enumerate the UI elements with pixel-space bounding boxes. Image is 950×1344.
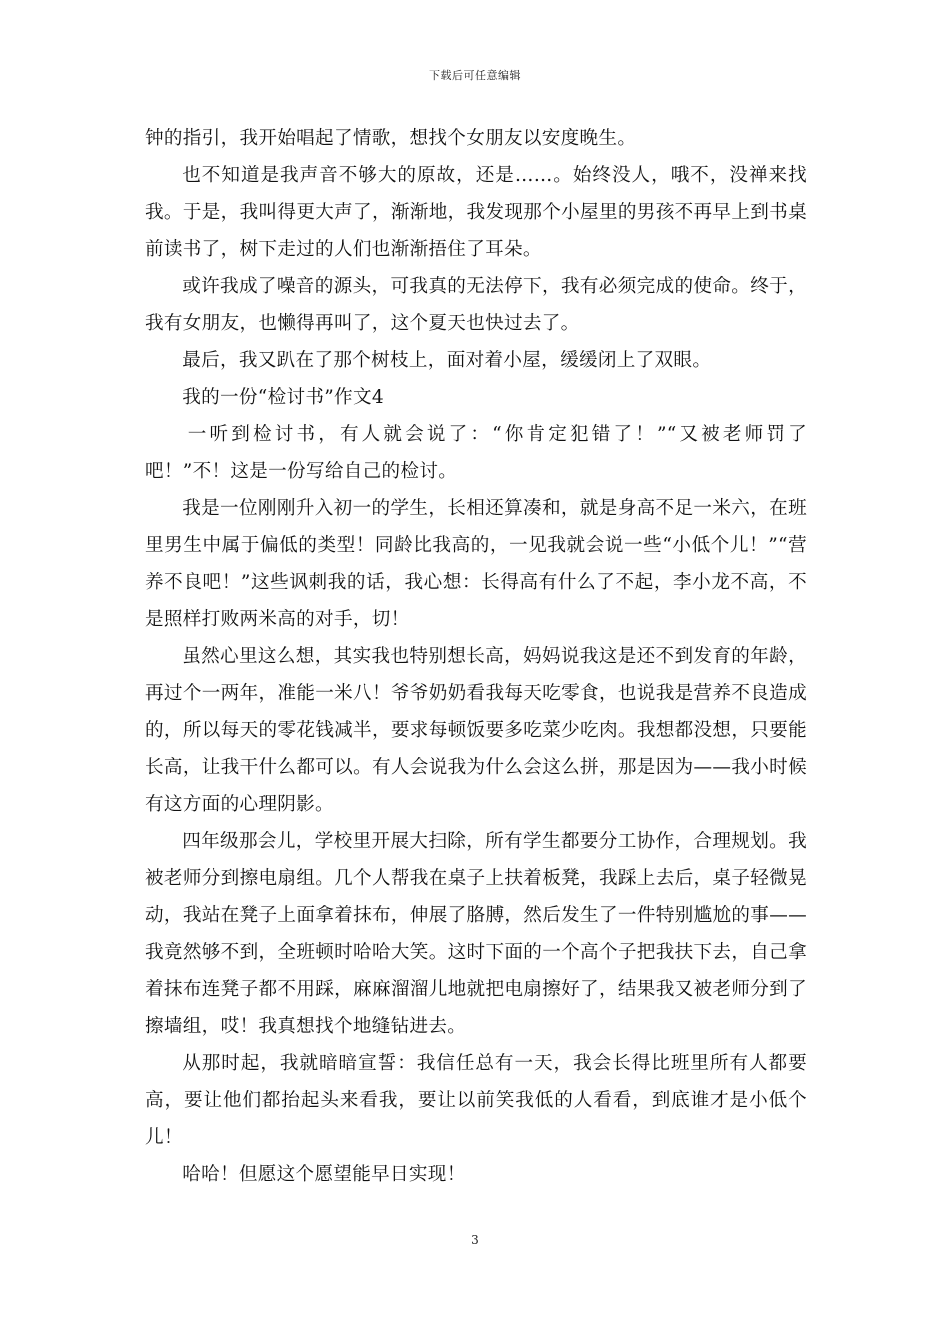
paragraph: 虽然心里这么想，其实我也特别想长高，妈妈说我这是还不到发育的年龄，再过个一两年，准能一米八！爷爷奶奶看我每天吃零食，也说我是营养不良造成的，所以每天的零花钱减半，要求每顿饭要多吃菜少吃肉。我想都没想，只要能长高，让我干什么都可以。有人会说我为什么会这么拼，那是因为——我小时候有这方面的心理阴影。 xyxy=(145,646,807,815)
paragraph: 也不知道是我声音不够大的原故，还是……。始终没人，哦不，没禅来找我。于是，我叫得更大声了，渐渐地，我发现那个小屋里的男孩不再早上到书桌前读书了，树下走过的人们也渐渐捂住了耳朵。 xyxy=(145,165,807,260)
page-number: 3 xyxy=(471,1233,479,1247)
paragraph: 哈哈！但愿这个愿望能早日实现！ xyxy=(182,1164,466,1185)
paragraph: 我是一位刚刚升入初一的学生，长相还算凑和，就是身高不足一米六，在班里男生中属于偏低的类型！同龄比我高的，一见我就会说一些“小低个儿！”“营养不良吧！”这些讽刺我的话，我心想：长得高有什么了不起，李小龙不高，不是照样打败两米高的对手，切！ xyxy=(145,498,807,630)
section-title: 我的一份“检讨书”作文4 xyxy=(182,387,384,408)
paragraph: 最后，我又趴在了那个树枝上，面对着小屋，缓缓闭上了双眼。 xyxy=(182,350,712,371)
document-body xyxy=(145,120,807,1193)
page-header: 下载后可任意编辑 xyxy=(429,69,521,82)
paragraph: 或许我成了噪音的源头，可我真的无法停下，我有必须完成的使命。终于，我有女朋友，也懒得再叫了，这个夏天也快过去了。 xyxy=(145,276,807,334)
paragraph: 四年级那会儿，学校里开展大扫除，所有学生都要分工协作，合理规划。我被老师分到擦电扇组。几个人帮我在桌子上扶着板凳，我踩上去后，桌子轻微晃动，我站在凳子上面拿着抹布，伸展了胳膊，然后发生了一件特别尴尬的事——我竟然够不到，全班顿时哈哈大笑。这时下面的一个高个子把我扶下去，自己拿着抹布连凳子都不用踩，麻麻溜溜儿地就把电扇擦好了，结果我又被老师分到了擦墙组，哎！我真想找个地缝钻进去。 xyxy=(145,831,807,1037)
paragraph: 钟的指引，我开始唱起了情歌，想找个女朋友以安度晚生。 xyxy=(145,128,637,149)
paragraph: 从那时起，我就暗暗宣誓：我信任总有一天，我会长得比班里所有人都要高，要让他们都抬起头来看我，要让以前笑我低的人看看，到底谁才是小低个儿！ xyxy=(145,1053,807,1148)
paragraph: 一听到检讨书，有人就会说了：“你肯定犯错了！”“又被老师罚了吧！”不！这是一份写给自己的检讨。 xyxy=(145,424,807,482)
